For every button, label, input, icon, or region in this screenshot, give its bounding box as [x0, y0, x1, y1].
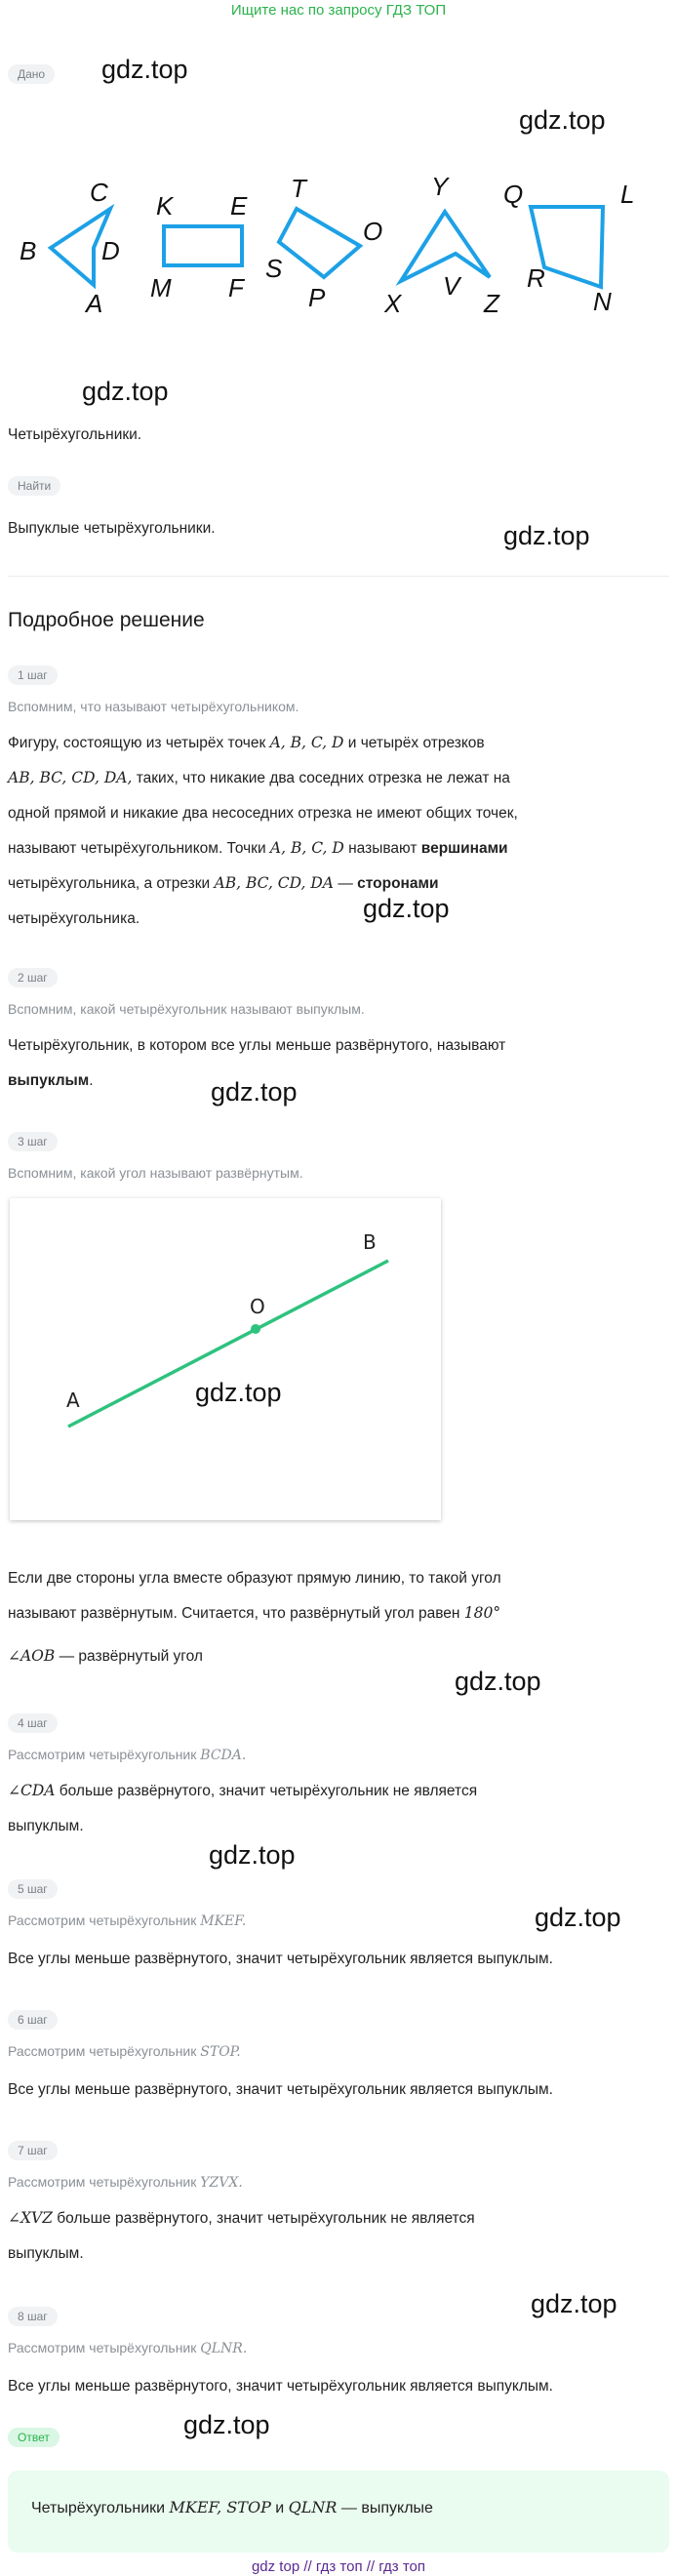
solution-title: Подробное решение — [8, 609, 205, 631]
step5-pill: 5 шаг — [8, 1879, 58, 1899]
step1-line4: называют четырёхугольником. Точки A, B, C, D называют вершинами — [8, 839, 508, 857]
find-text: Выпуклые четырёхугольники. — [8, 520, 216, 537]
watermark: gdz.top — [503, 521, 590, 550]
step1-line1: Фигуру, состоящую из четырёх точек A, B, C, D и четырёх отрезков — [8, 734, 485, 751]
answer-text: Четырёхугольники MKEF, STOP и QLNR — выпуклые — [31, 2498, 433, 2516]
label-r: R — [527, 263, 545, 293]
watermark: gdz.top — [211, 1077, 298, 1107]
footer-links[interactable]: gdz top // гдз топ // гдз топ — [251, 2558, 426, 2575]
label-x: X — [384, 289, 402, 318]
step3-line3: ∠AOB — развёрнутый угол — [8, 1647, 203, 1665]
label-p: P — [308, 283, 326, 312]
answer-box — [8, 2471, 669, 2553]
label-m: M — [150, 273, 172, 302]
label-n: N — [593, 287, 612, 316]
label-v: V — [443, 271, 460, 301]
watermark: gdz.top — [82, 377, 169, 406]
step1-line2: AB, BC, CD, DA, таких, что никакие два соседних отрезка не лежат на — [8, 769, 510, 786]
step7-line1: ∠XVZ больше развёрнутого, значит четырёхугольник не является — [8, 2209, 475, 2227]
label-q: Q — [503, 180, 524, 209]
step3-hint: Вспомним, какой угол называют развёрнутым. — [8, 1165, 303, 1181]
step4-pill: 4 шаг — [8, 1713, 58, 1733]
watermark: gdz.top — [101, 55, 188, 84]
step8-hint: Рассмотрим четырёхугольник QLNR. — [8, 2340, 248, 2356]
label-b: B — [363, 1230, 377, 1254]
search-banner[interactable]: Ищите нас по запросу ГДЗ ТОП — [230, 2, 447, 19]
watermark: gdz.top — [531, 2289, 617, 2318]
watermark: gdz.top — [519, 105, 606, 135]
answer-pill: Ответ — [8, 2428, 60, 2447]
step6-line1: Все углы меньше развёрнутого, значит четырёхугольник является выпуклым. — [8, 2081, 553, 2098]
label-s: S — [265, 254, 283, 283]
step6-pill: 6 шаг — [8, 2010, 58, 2030]
label-o: O — [363, 217, 383, 246]
label-b: B — [20, 236, 37, 265]
step4-line1: ∠CDA больше развёрнутого, значит четырёхугольник не является — [8, 1782, 478, 1799]
step1-pill: 1 шаг — [8, 665, 58, 685]
given-text: Четырёхугольники. — [8, 426, 142, 443]
quadrilaterals-figure — [16, 158, 640, 334]
label-y: Y — [431, 172, 449, 201]
label-a: A — [86, 289, 103, 318]
label-k: K — [156, 191, 174, 221]
step2-pill: 2 шаг — [8, 968, 58, 987]
step4-hint: Рассмотрим четырёхугольник BCDA. — [8, 1747, 247, 1763]
quad-stop — [279, 209, 360, 277]
step1-line5: четырёхугольника, а отрезки AB, BC, CD, DA — сторонами — [8, 874, 439, 892]
watermark: gdz.top — [455, 1667, 541, 1696]
label-a: A — [66, 1389, 80, 1412]
step3-line2: называют развёрнутым. Считается, что развёрнутый угол равен 180° — [8, 1604, 501, 1622]
step3-pill: 3 шаг — [8, 1132, 58, 1151]
quad-mkef — [164, 226, 242, 265]
label-l: L — [620, 180, 635, 209]
point-o — [251, 1324, 260, 1334]
label-c: C — [90, 178, 108, 207]
watermark: gdz.top — [183, 2410, 270, 2439]
watermark: gdz.top — [535, 1903, 621, 1932]
step3-line1: Если две стороны угла вместе образуют прямую линию, то такой угол — [8, 1570, 501, 1587]
watermark: gdz.top — [363, 894, 450, 923]
step7-hint: Рассмотрим четырёхугольник YZVX. — [8, 2174, 243, 2191]
step7-line2: выпуклым. — [8, 2245, 84, 2262]
step5-line1: Все углы меньше развёрнутого, значит четырёхугольник является выпуклым. — [8, 1951, 553, 1967]
label-f: F — [228, 273, 244, 302]
step7-pill: 7 шаг — [8, 2141, 58, 2160]
step8-pill: 8 шаг — [8, 2307, 58, 2326]
step2-line1: Четырёхугольник, в котором все углы меньше развёрнутого, называют — [8, 1037, 506, 1054]
watermark: gdz.top — [195, 1378, 282, 1407]
label-o: O — [250, 1295, 265, 1318]
label-z: Z — [484, 289, 499, 318]
step4-line2: выпуклым. — [8, 1818, 84, 1834]
step5-hint: Рассмотрим четырёхугольник MKEF. — [8, 1912, 247, 1929]
given-pill: Дано — [8, 64, 55, 84]
divider — [8, 576, 669, 577]
step1-line3: одной прямой и никакие два несоседних отрезка не имеют общих точек, — [8, 805, 518, 822]
step2-hint: Вспомним, какой четырёхугольник называют выпуклым. — [8, 1001, 365, 1017]
label-t: T — [291, 174, 306, 203]
step2-line2: выпуклым. — [8, 1072, 94, 1089]
label-e: E — [230, 191, 248, 221]
watermark: gdz.top — [209, 1840, 296, 1870]
find-pill: Найти — [8, 476, 60, 496]
step1-hint: Вспомним, что называют четырёхугольником. — [8, 699, 299, 714]
step6-hint: Рассмотрим четырёхугольник STOP. — [8, 2043, 241, 2060]
straight-angle-figure — [10, 1198, 441, 1520]
step8-line1: Все углы меньше развёрнутого, значит четырёхугольник является выпуклым. — [8, 2378, 553, 2395]
step1-line6: четырёхугольника. — [8, 910, 140, 927]
label-d: D — [101, 236, 120, 265]
